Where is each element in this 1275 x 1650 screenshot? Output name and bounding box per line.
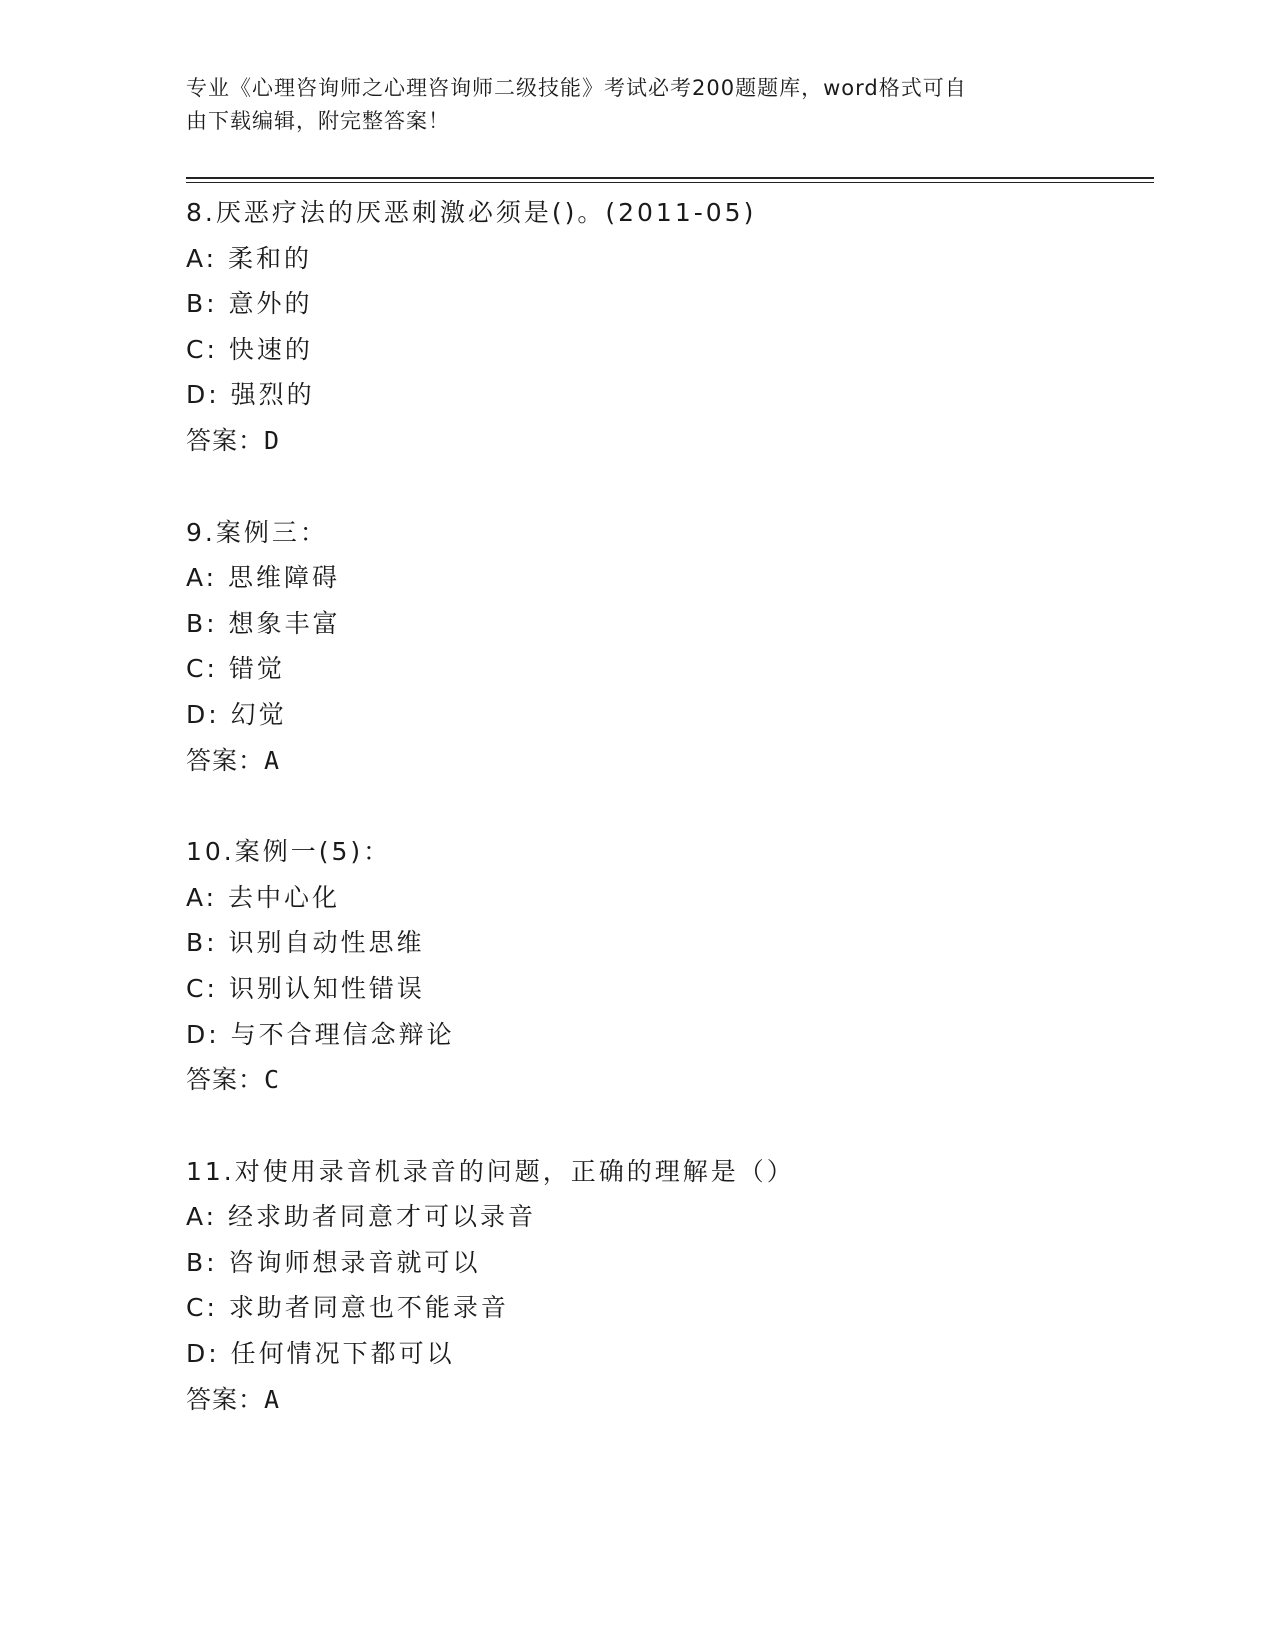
answer-value: A <box>264 1384 280 1414</box>
answer-line <box>186 738 1154 784</box>
option-a: A: 去中心化 <box>186 882 341 912</box>
option-d: D: 任何情况下都可以 <box>186 1339 455 1369</box>
header-line-2: 由下载编辑，附完整答案！ <box>186 109 450 133</box>
answer-label: 答案： <box>186 425 265 455</box>
question-stem: 10.案例一(5)： <box>186 837 392 867</box>
option-c: C: 求助者同意也不能录音 <box>186 1293 509 1323</box>
option-c: C: 错觉 <box>186 654 285 684</box>
answer-label: 答案： <box>186 1065 265 1095</box>
question-10 <box>186 829 1154 1103</box>
question-stem: 11.对使用录音机录音的问题，正确的理解是（） <box>186 1156 795 1186</box>
answer-line <box>186 1057 1154 1103</box>
question-8 <box>186 190 1154 464</box>
option-c: C: 快速的 <box>186 334 313 364</box>
answer-line <box>186 418 1154 464</box>
option-d: D: 幻觉 <box>186 699 287 729</box>
answer-label: 答案： <box>186 1384 265 1414</box>
option-a: A: 经求助者同意才可以录音 <box>186 1202 537 1232</box>
answer-value: D <box>264 425 280 455</box>
option-a: A: 思维障碍 <box>186 563 341 593</box>
option-d: D: 强烈的 <box>186 380 315 410</box>
document-header <box>186 72 1086 138</box>
option-b: B: 咨询师想录音就可以 <box>186 1247 481 1277</box>
answer-value: A <box>264 745 280 775</box>
answer-line <box>186 1377 1154 1423</box>
question-11 <box>186 1149 1154 1423</box>
header-line-1: 专业《心理咨询师之心理咨询师二级技能》考试必考200题题库，word格式可自 <box>186 76 967 100</box>
question-stem: 8.厌恶疗法的厌恶刺激必须是()。(2011-05) <box>186 198 757 227</box>
option-a: A: 柔和的 <box>186 243 313 273</box>
option-b: B: 意外的 <box>186 289 313 319</box>
answer-value: C <box>264 1065 280 1095</box>
header-divider-thick <box>186 177 1154 179</box>
question-stem: 9.案例三： <box>186 517 328 547</box>
option-d: D: 与不合理信念辩论 <box>186 1019 455 1049</box>
header-divider-thin <box>186 182 1154 183</box>
option-b: B: 识别自动性思维 <box>186 928 425 958</box>
answer-label: 答案： <box>186 745 265 775</box>
option-b: B: 想象丰富 <box>186 608 341 638</box>
question-9 <box>186 510 1154 784</box>
option-c: C: 识别认知性错误 <box>186 973 425 1003</box>
question-list <box>186 190 1154 1468</box>
